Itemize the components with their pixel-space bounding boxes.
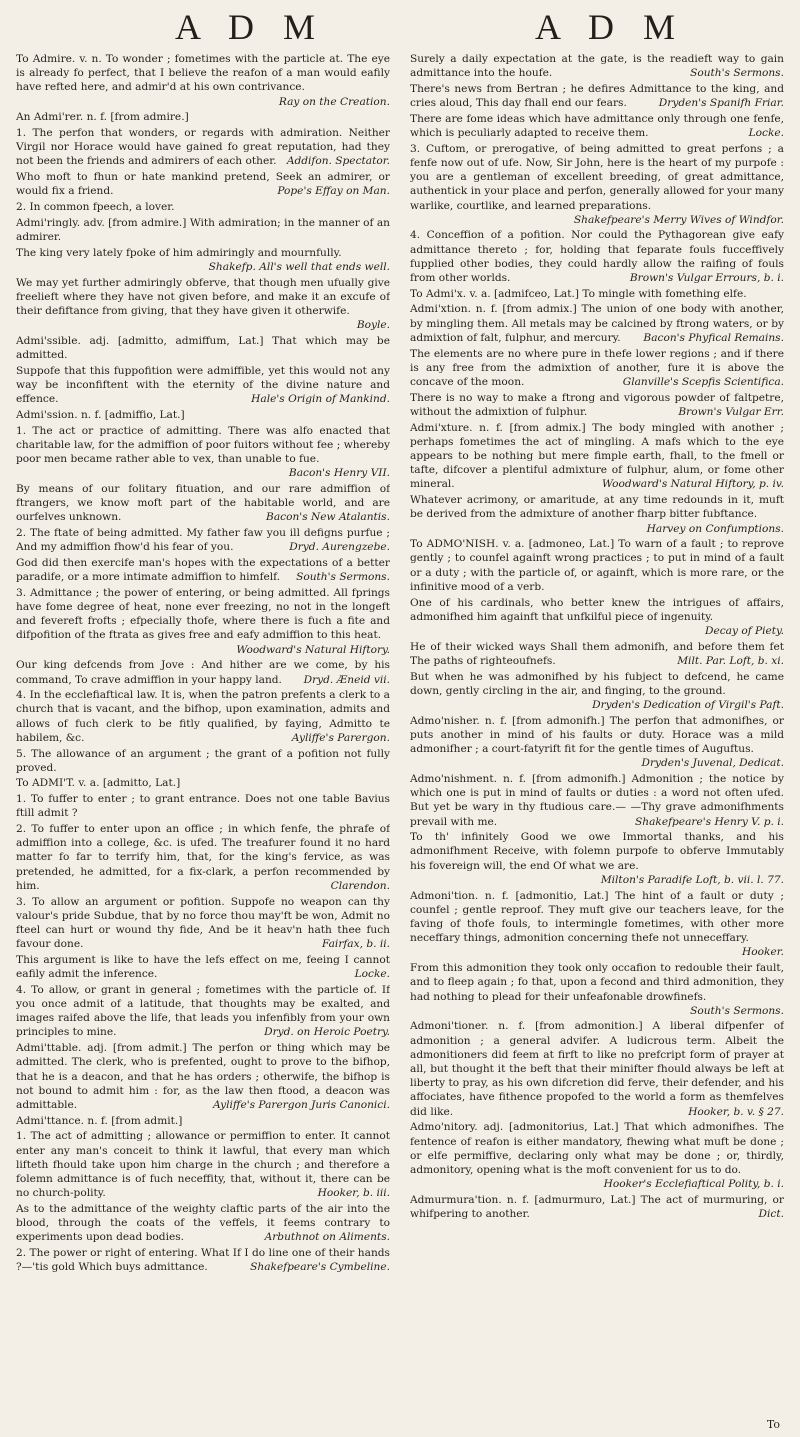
dictionary-entry <box>16 688 390 745</box>
entry-text: To th' infinitely Good we owe Immortal thanks, and his admonifhment Receive, with folemn purpofe to obferve Immutably his fovereign will, the end Of what we are. <box>410 831 784 872</box>
dictionary-entry <box>16 200 390 214</box>
entry-source: Dryden's Spanifh Friar. <box>658 97 784 110</box>
entry-text: Whatever acrimony, or amaritude, at any time redounds in it, muft be derived from the admixture of another fharp bitter fubftance. <box>410 494 784 521</box>
dictionary-entry <box>410 772 784 829</box>
entry-text: 1. The act or practice of admitting. There was alfo enacted that charitable law, for the admiffion of poor fuitors without fee ; whereby poor men became rather able to vex, than unable to fue. <box>16 424 390 465</box>
dictionary-entry <box>16 792 390 820</box>
dictionary-entry <box>410 228 784 285</box>
dictionary-entry <box>410 537 784 594</box>
entry-text: By means of our folitary fituation, and our rare admiffion of ftrangers, we know moft part of the habitable world, and are ourfelves unknown. <box>16 482 390 524</box>
dictionary-entry <box>16 110 390 124</box>
entry-text: There are fome ideas which have admittance only through one fenfe, which is peculiarly adapted to receive them. <box>410 112 784 140</box>
dictionary-entry <box>16 1041 390 1112</box>
entry-source: Pope's Effay on Man. <box>277 185 390 198</box>
dictionary-entry <box>16 658 390 686</box>
entry-source: Bacon's Henry VII. <box>288 467 390 480</box>
dictionary-entry <box>410 1019 784 1118</box>
entry-text: Our king defcends from Jove : And hither are we come, by his command, To crave admiffion in your happy land. <box>16 659 390 686</box>
entry-source: South's Sermons. <box>296 571 390 584</box>
dictionary-entry <box>16 216 390 244</box>
dictionary-entry <box>16 526 390 554</box>
dictionary-entry <box>410 112 784 140</box>
entry-source: South's Sermons. <box>690 1004 784 1017</box>
entry-text: Admi'ringly. adv. [from admire.] With admiration; in the manner of an admirer. <box>16 216 390 243</box>
entry-text: There is no way to make a ftrong and vigorous powder of faltpetre, without the admixtion of fulphur. <box>410 391 784 418</box>
dictionary-entry <box>410 889 784 960</box>
entry-source: Dryd. Æneid vii. <box>303 673 390 686</box>
entry-text: Admi'xtion. n. f. [from admix.] The union of one body with another, by mingling them. All metals may be calcined by ftrong waters, or by admixtion of falt, fulphur, and mercury. <box>410 303 784 344</box>
dictionary-entry <box>410 421 784 492</box>
entry-text: 4. In the ecclefiaftical law. It is, when the patron prefents a clerk to a church that is vacant, and the bifhop, upon examination, admits and allows of fuch clerk to be fitly qualified, by faying, Admitto te habilem, &c. <box>16 689 390 744</box>
entry-source: Boyle. <box>356 319 390 332</box>
entry-text: Admoni'tioner. n. f. [from admonition.] A liberal difpenfer of admonition ; a general advifer. A ludicrous term. Albeit the admonitioners did feem at firft to like no prefcript form of prayer at all, but thought it the beft that their minifter fhould always be left at liberty to pray, as his own difcretion did ferve, their defender, and his affociates, have fithence propofed to the world a form as themfelves did like. <box>410 1020 784 1118</box>
entry-source: Ayliffe's Parergon. <box>291 731 390 744</box>
entry-source: Clarendon. <box>330 879 390 892</box>
catchword: To <box>766 1418 780 1431</box>
dictionary-entry <box>16 276 390 333</box>
dictionary-entry <box>410 52 784 80</box>
dictionary-entry <box>410 347 784 390</box>
dictionary-entry <box>16 334 390 362</box>
entry-text: Admi'xture. n. f. [from admix.] The body mingled with another ; perhaps fometimes the act of mingling. A mafs which to the eye appears to be nothing but mere fimple earth, fhall, to the fmell or tafte, difcover a plentiful admixture of fulphur, alum, or fome other mineral. <box>410 421 784 491</box>
entry-text: God did then exercife man's hopes with the expectations of a better paradife, or a more intimate admiffion to himfelf. <box>16 556 390 584</box>
dictionary-entry <box>410 596 784 639</box>
entry-text: From this admonition they took only occafion to redouble their fault, and to fleep again ; fo that, upon a fecond and third admonition, they had nothing to plead for their unfeafonable drowfinefs. <box>410 962 784 1003</box>
entry-source: Shakefpeare's Merry Wives of Windfor. <box>573 213 784 226</box>
entry-text: 3. Admittance ; the power of entering, or being admitted. All fprings have fome degree of heat, none ever freezing, no not in the longeft and fevereft frofts ; efpecially thofe, where there is fuch a fite and difpofition of the ftrata as gives free and eafy admiffion to this heat. <box>16 586 390 642</box>
entry-source: Locke. <box>354 968 390 981</box>
entry-text: Suppofe that this fuppofition were admiffible, yet this would not any way be inconfiftent with the eternity of the divine nature and effence. <box>16 364 390 406</box>
dictionary-entry <box>410 961 784 1018</box>
dictionary-entry <box>16 52 390 109</box>
dictionary-entry <box>16 776 390 790</box>
dictionary-entry <box>16 895 390 952</box>
entry-text: 3. Cuftom, or prerogative, of being admitted to great perfons ; a fenfe now out of ufe. Now, Sir John, here is the heart of my purpofe : you are a gentleman of excellent breeding, of great admittance, authentick in your place and perfon, generally allowed for your many warlike, courtlike, and learned preparations. <box>410 142 784 212</box>
dictionary-entry <box>410 670 784 713</box>
dictionary-entry <box>16 1114 390 1128</box>
dictionary-entry <box>410 830 784 887</box>
dictionary-entry <box>16 747 390 775</box>
dictionary-entry <box>16 246 390 274</box>
dictionary-entry <box>16 170 390 198</box>
left-header: A D M <box>174 7 326 47</box>
running-header <box>0 6 800 56</box>
dictionary-entry <box>16 556 390 584</box>
entry-source: Bacon's New Atalantis. <box>266 511 390 524</box>
entry-text: Admo'nitory. adj. [admonitorius, Lat.] That which admonifhes. The fentence of reafon is either mandatory, fhewing what muft be done ; or elfe permiffive, declaring only what may be done ; or, thirdly, admonitory, opening what is the moft convenient for us to do. <box>410 1121 784 1176</box>
entry-source: Addifon. Spectator. <box>286 155 390 168</box>
entry-source: Dict. <box>758 1208 784 1221</box>
entry-source: Bacon's Phyfical Remains. <box>643 331 784 344</box>
entry-text: Admi'ttable. adj. [from admit.] The perfon or thing which may be admitted. The clerk, who is prefented, ought to prove to the bifhop, that he is a deacon, and that he has orders ; otherwife, the bifhop is not bound to admit him : for, as the law then ftood, a deacon was admittable. <box>16 1042 390 1111</box>
entry-text: 2. The ftate of being admitted. My father faw you ill defigns purfue ; And my admiffion fhow'd his fear of you. <box>16 527 390 554</box>
entry-text: 1. The perfon that wonders, or regards with admiration. Neither Virgil nor Horace would have gained fo great reputation, had they not been the friends and admirers of each other. <box>16 127 390 168</box>
dictionary-entry <box>16 953 390 981</box>
dictionary-entry <box>16 1202 390 1245</box>
entry-source: Harvey on Confumptions. <box>646 522 784 535</box>
entry-source: Woodward's Natural Hiftory. <box>236 643 390 656</box>
entry-text: To Admire. v. n. To wonder ; fometimes with the particle at. The eye is already fo perfect, that I believe the reafon of a man would eafily have refted here, and admir'd at his own contrivance. <box>16 53 390 94</box>
entry-source: Ayliffe's Parergon Juris Canonici. <box>212 1098 390 1111</box>
entry-text: Who moft to fhun or hate mankind pretend, Seek an admirer, or would fix a friend. <box>16 171 390 198</box>
entry-text: Surely a daily expectation at the gate, is the readieft way to gain admittance into the houfe. <box>410 53 784 80</box>
entry-text: 3. To allow an argument or pofition. Suppofe no weapon can thy valour's pride Subdue, that by no force thou may'ft be won, Admit no fteel can hurt or wound thy fide, And be it heav'n hath thee fuch favour done. <box>16 895 390 951</box>
entry-text: Admoni'tion. n. f. [admonitio, Lat.] The hint of a fault or duty ; counfel ; gentle reproof. They muft give our teachers leave, for the faving of thofe fouls, to intermingle fometimes, with other more neceffary things, admonition concerning thefe not unneceffary. <box>410 889 784 945</box>
entry-text: 1. To fuffer to enter ; to grant entrance. Does not one table Bavius ftill admit ? <box>16 793 390 820</box>
dictionary-entry <box>410 142 784 227</box>
left-column <box>16 52 390 1430</box>
entry-text: Admo'nishment. n. f. [from admonifh.] Admonition ; the notice by which one is put in mind of faults or duties : a word not often ufed. But yet be wary in thy ftudious care.— —Thy grave admonifhments prevail with me. <box>410 772 784 828</box>
entry-text: Admurmura'tion. n. f. [admurmuro, Lat.] The act of murmuring, or whifpering to another. <box>410 1193 784 1221</box>
entry-text: To ADMI'T. v. a. [admitto, Lat.] <box>16 777 181 790</box>
dictionary-entry <box>410 714 784 771</box>
entry-text: Admo'nisher. n. f. [from admonifh.] The perfon that admonifhes, or puts another in mind of his faults or duty. Horace was a mild admonifher ; a court-fatyrift fit for the gentle times of Auguftus. <box>410 714 784 756</box>
entry-text: 4. To allow, or grant in general ; fometimes with the particle of. If you once admit of a latitude, that thoughts may be exalted, and images raifed above the life, that leads you infenfibly from your own principles to mine. <box>16 983 390 1039</box>
entry-source: Brown's Vulgar Err. <box>678 405 784 418</box>
dictionary-entry <box>16 408 390 422</box>
entry-text: We may yet further admiringly obferve, that though men ufually give freelieft where they have not given before, and make it an excufe of their defiftance from giving, that they have given it otherwife. <box>16 276 390 317</box>
dictionary-entry <box>410 82 784 110</box>
entry-source: Hooker. <box>742 946 784 959</box>
entry-source: Hooker, b. iii. <box>317 1187 390 1200</box>
entry-text: To ADMO'NISH. v. a. [admoneo, Lat.] To warn of a fault ; to reprove gently ; to counfel againft wrong practices ; to put in mind of a fault or a duty ; with the particle of, or againft, which is more rare, or the infinitive mood of a verb. <box>410 538 784 593</box>
dictionary-entry <box>410 493 784 536</box>
dictionary-entry <box>16 822 390 893</box>
right-column <box>410 52 784 1430</box>
entry-source: Brown's Vulgar Errours, b. i. <box>629 272 784 285</box>
entry-text: Admi'ttance. n. f. [from admit.] <box>16 1114 183 1127</box>
entry-source: Milton's Paradife Loft, b. vii. l. 77. <box>600 873 784 886</box>
entry-source: Locke. <box>748 127 784 140</box>
entry-source: Dryden's Juvenal, Dedicat. <box>641 757 784 770</box>
entry-text: One of his cardinals, who better knew the intrigues of affairs, admonifhed him againft that unfkilful piece of ingenuity. <box>410 596 784 623</box>
entry-text: 2. The power or right of entering. What If I do line one of their hands ?—'tis gold Which buys admittance. <box>16 1246 390 1274</box>
entry-source: Hale's Origin of Mankind. <box>251 393 390 406</box>
entry-text: 2. To fuffer to enter upon an office ; in which fenfe, the phrafe of admiffion into a college, &c. is ufed. The treafurer found it no hard matter fo far to terrify him, that, for the king's fervice, as was pretended, he admitted, for a fix-clark, a perfon recommended by him. <box>16 823 390 892</box>
dictionary-entry <box>410 1193 784 1221</box>
dictionary-entry <box>16 983 390 1040</box>
dictionary-entry <box>16 1129 390 1200</box>
entry-source: Woodward's Natural Hiftory, p. iv. <box>601 478 784 491</box>
entry-text: The elements are no where pure in thefe lower regions ; and if there is any free from the admixtion of another, fure it is above the concave of the moon. <box>410 347 784 388</box>
entry-source: Arbuthnot on Aliments. <box>264 1231 390 1244</box>
dictionary-entry <box>16 126 390 169</box>
entry-source: Decay of Piety. <box>704 624 784 637</box>
entry-source: Shakefpeare's Cymbeline. <box>250 1261 390 1274</box>
dictionary-entry <box>410 640 784 668</box>
entry-source: Hooker, b. v. § 27. <box>688 1105 784 1118</box>
dictionary-entry <box>410 1120 784 1191</box>
entry-text: But when he was admonifhed by his fubject to defcend, he came down, gently circling in the air, and finging, to the ground. <box>410 670 784 697</box>
dictionary-entry <box>410 391 784 419</box>
entry-text: 4. Conceffion of a pofition. Nor could the Pythagorean give eafy admittance thereto ; for, holding that feparate fouls fucceffively fupplied other bodies, they could hardly allow the raifing of fouls from other worlds. <box>410 229 784 285</box>
entry-source: Dryden's Dedication of Virgil's Paft. <box>592 698 784 711</box>
entry-source: Milt. Par. Loft, b. xi. <box>677 654 784 667</box>
entry-source: Dryd. on Heroic Poetry. <box>264 1026 390 1039</box>
right-header: A D M <box>534 7 686 47</box>
entry-source: Shakefpeare's Henry V. p. i. <box>635 815 784 828</box>
entry-text: 5. The allowance of an argument ; the grant of a pofition not fully proved. <box>16 747 390 774</box>
entry-text: As to the admittance of the weighty claftic parts of the air into the blood, through the coats of the veffels, it feems contrary to experiments upon dead bodies. <box>16 1202 390 1244</box>
dictionary-entry <box>16 364 390 407</box>
entry-source: Fairfax, b. ii. <box>321 938 390 951</box>
entry-source: Ray on the Creation. <box>278 95 390 108</box>
entry-text: He of their wicked ways Shall them admonifh, and before them fet The paths of righteoufnefs. <box>410 640 784 667</box>
entry-text: 1. The act of admitting ; allowance or permiffion to enter. It cannot enter any man's conceit to think it lawful, that every man which lifteth fhould take upon him charge in the church ; and therefore a folemn admittance is of fuch neceffity, that, without it, there can be no church-polity. <box>16 1130 390 1200</box>
entry-text: There's news from Bertran ; he defires Admittance to the king, and cries aloud, This day fhall end our fears. <box>410 82 784 110</box>
entry-text: This argument is like to have the lefs effect on me, feeing I cannot eafily admit the inference. <box>16 953 390 981</box>
dictionary-entry <box>410 302 784 345</box>
dictionary-entry <box>16 586 390 657</box>
entry-source: South's Sermons. <box>690 67 784 80</box>
dictionary-entry <box>16 482 390 525</box>
entry-source: Glanville's Scepfis Scientifica. <box>622 375 784 388</box>
entry-text: Admi'ssible. adj. [admitto, admiffum, Lat.] That which may be admitted. <box>16 334 390 362</box>
dictionary-entry <box>16 424 390 481</box>
entry-source: Hooker's Ecclefiaftical Polity, b. i. <box>603 1178 784 1191</box>
entry-source: Dryd. Aurengzebe. <box>289 541 390 554</box>
entry-text: The king very lately fpoke of him admiringly and mournfully. <box>16 246 342 259</box>
entry-text: An Admi'rer. n. f. [from admire.] <box>16 111 189 124</box>
entry-source: Shakefp. All's well that ends well. <box>208 260 390 273</box>
entry-text: 2. In common fpeech, a lover. <box>16 201 175 214</box>
entry-text: Admi'ssion. n. f. [admiffio, Lat.] <box>16 408 185 421</box>
entry-text: To Admi'x. v. a. [admifceo, Lat.] To mingle with fomething elfe. <box>410 287 747 300</box>
dictionary-entry <box>16 1246 390 1274</box>
dictionary-entry <box>410 287 784 301</box>
